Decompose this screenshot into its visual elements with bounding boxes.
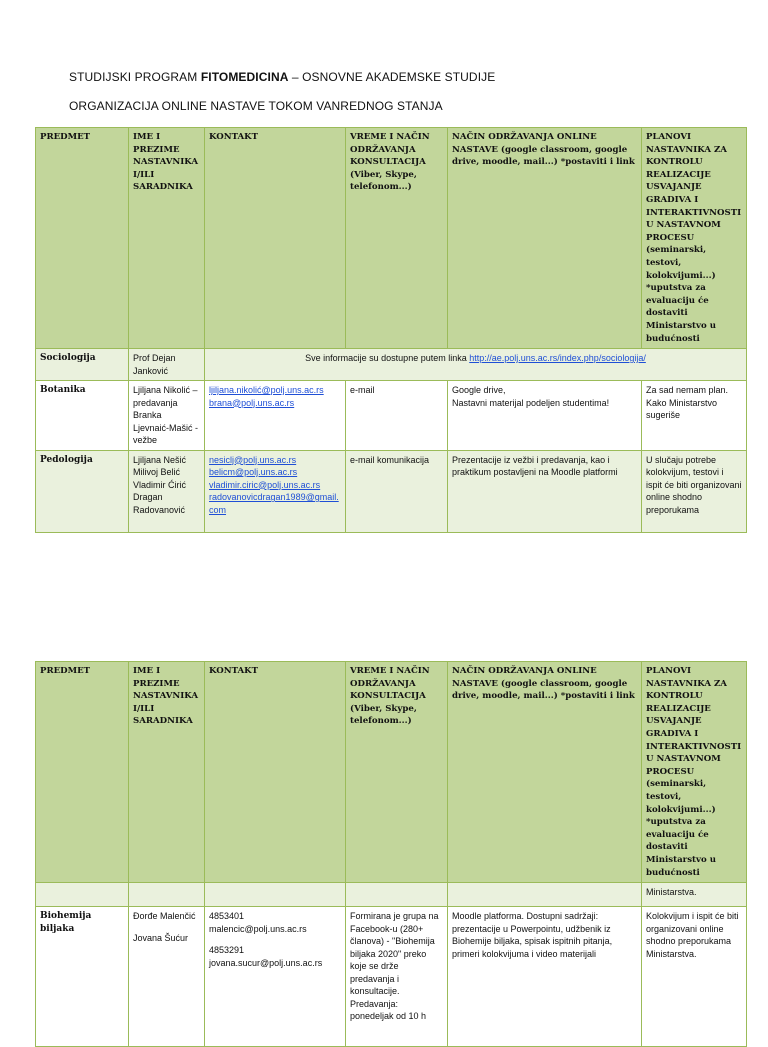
empty-cell bbox=[205, 883, 346, 907]
contact-cell bbox=[205, 907, 346, 1047]
teacher-name: Milivoj Belić bbox=[133, 467, 181, 478]
email-link[interactable]: brana@polj.uns.ac.rs bbox=[209, 397, 295, 408]
consult-cell: e-mail bbox=[346, 381, 448, 451]
contact-cell bbox=[205, 381, 346, 451]
email-link[interactable]: nesiclj@polj.uns.ac.rs bbox=[209, 454, 297, 465]
header-predmet: PREDMET bbox=[36, 662, 129, 883]
header-row bbox=[36, 662, 747, 883]
header-ime: IME I PREZIME NASTAVNIKA I/ILI SARADNIKA bbox=[129, 128, 205, 349]
email-text: malencic@polj.uns.ac.rs bbox=[209, 923, 307, 934]
program-prefix: STUDIJSKI PROGRAM bbox=[69, 70, 201, 84]
phone-number: 4853291 bbox=[209, 945, 245, 956]
empty-cell bbox=[36, 883, 129, 907]
empty-cell bbox=[346, 883, 448, 907]
method-cell: Moodle platforma. Dostupni sadržaji: prezentacije u Powerpointu, udžbenik iz Biohemije biljaka, spisak ispitnih pitanja, primeri kolokvijuma i video materijali bbox=[448, 907, 642, 1047]
schedule-table-1 bbox=[35, 127, 747, 533]
email-text: jovana.sucur@polj.uns.ac.rs bbox=[209, 957, 323, 968]
table-row-biohemija bbox=[36, 907, 747, 1047]
teacher-name: Ljiljana Nikolić – predavanja bbox=[133, 385, 198, 408]
plans-cell: Kolokvijum i ispit će biti organizovani online shodno preporukama Ministarstva. bbox=[642, 907, 747, 1047]
method-cell bbox=[448, 381, 642, 451]
method-cell: Prezentacije iz vežbi i predavanja, kao i praktikum postavljeni na Moodle platformi bbox=[448, 450, 642, 532]
table-row-sociologija bbox=[36, 349, 747, 381]
header-vreme: VREME I NAČIN ODRŽAVANJA KONSULTACIJA (Viber, Skype, telefonom...) bbox=[346, 662, 448, 883]
header-kontakt: KONTAKT bbox=[205, 128, 346, 349]
subject-cell: Sociologija bbox=[36, 349, 129, 381]
header-ime: IME I PREZIME NASTAVNIKA I/ILI SARADNIKA bbox=[129, 662, 205, 883]
empty-cell bbox=[448, 883, 642, 907]
info-cell bbox=[205, 349, 747, 381]
teacher-cell bbox=[129, 907, 205, 1047]
plans-cell: Ministarstva. bbox=[642, 883, 747, 907]
contact-cell bbox=[205, 450, 346, 532]
header-nacin: NAČIN ODRŽAVANJA ONLINE NASTAVE (google classroom, google drive, moodle, mail...) *postaviti i link bbox=[448, 128, 642, 349]
subject-cell: Biohemija biljaka bbox=[36, 907, 129, 1047]
method-line: Nastavni materijal podeljen studentima! bbox=[452, 397, 610, 408]
header-vreme: VREME I NAČIN ODRŽAVANJA KONSULTACIJA (Viber, Skype, telefonom...) bbox=[346, 128, 448, 349]
plans-cell: Za sad nemam plan. Kako Ministarstvo sugeriše bbox=[642, 381, 747, 451]
email-link[interactable]: vladimir.ciric@polj.uns.ac.rs bbox=[209, 479, 321, 490]
teacher-cell: Prof Dejan Janković bbox=[129, 349, 205, 381]
teacher-cell bbox=[129, 381, 205, 451]
info-text: Sve informacije su dostupne putem linka bbox=[305, 353, 470, 364]
table-row-botanika bbox=[36, 381, 747, 451]
teacher-name: Đorđe Malenčić bbox=[133, 911, 196, 922]
header-nacin: NAČIN ODRŽAVANJA ONLINE NASTAVE (google classroom, google drive, moodle, mail...) *postaviti i link bbox=[448, 662, 642, 883]
table-row-pedologija bbox=[36, 450, 747, 532]
subject-cell: Botanika bbox=[36, 381, 129, 451]
teacher-name: Ljiljana Nešić bbox=[133, 454, 187, 465]
page-subtitle: ORGANIZACIJA ONLINE NASTAVE TOKOM VANREDNOG STANJA bbox=[69, 99, 443, 113]
header-predmet: PREDMET bbox=[36, 128, 129, 349]
header-row bbox=[36, 128, 747, 349]
phone-number: 4853401 bbox=[209, 911, 245, 922]
email-link[interactable]: ljiljana.nikolić@polj.uns.ac.rs bbox=[209, 385, 324, 396]
plans-cell: U slučaju potrebe kolokvijum, testovi i ispit će biti organizovani online shodno preporukama bbox=[642, 450, 747, 532]
teacher-name: Dragan Radovanović bbox=[133, 492, 186, 515]
method-line: Google drive, bbox=[452, 385, 506, 396]
teacher-name: Jovana Šućur bbox=[133, 932, 189, 943]
empty-cell bbox=[129, 883, 205, 907]
program-suffix: – OSNOVNE AKADEMSKE STUDIJE bbox=[288, 70, 496, 84]
table-row-carryover bbox=[36, 883, 747, 907]
teacher-name: Branka Ljevnaić-Mašić - vežbe bbox=[133, 410, 199, 446]
program-name: FITOMEDICINA bbox=[200, 70, 289, 84]
consult-cell: Formirana je grupa na Facebook-u (280+ članova) - "Biohemija biljaka 2020" preko koje se drže predavanja i konsultacije. Predavanja: ponedeljak od 10 h bbox=[346, 907, 448, 1047]
email-link[interactable]: belicm@polj.uns.ac.rs bbox=[209, 467, 298, 478]
header-planovi: PLANOVI NASTAVNIKA ZA KONTROLU REALIZACIJE USVAJANJE GRADIVA I INTERAKTIVNOSTI U NASTAVNOM PROCESU (seminarski, testovi, kolokvijumi...) *uputstva za evaluaciju će dostaviti Ministarstvo u budućnosti bbox=[642, 128, 747, 349]
subject-cell: Pedologija bbox=[36, 450, 129, 532]
header-planovi: PLANOVI NASTAVNIKA ZA KONTROLU REALIZACIJE USVAJANJE GRADIVA I INTERAKTIVNOSTI U NASTAVNOM PROCESU (seminarski, testovi, kolokvijumi...) *uputstva za evaluaciju će dostaviti Ministarstvo u budućnosti bbox=[642, 662, 747, 883]
header-kontakt: KONTAKT bbox=[205, 662, 346, 883]
schedule-table-2 bbox=[35, 661, 747, 1047]
teacher-cell bbox=[129, 450, 205, 532]
consult-cell: e-mail komunikacija bbox=[346, 450, 448, 532]
program-heading bbox=[69, 70, 495, 84]
teacher-name: Vladimir Ćirić bbox=[133, 479, 187, 490]
email-link[interactable]: radovanovicdragan1989@gmail.com bbox=[209, 492, 339, 515]
sociologija-link[interactable]: http://ae.polj.uns.ac.rs/index.php/sociologija/ bbox=[469, 353, 646, 364]
